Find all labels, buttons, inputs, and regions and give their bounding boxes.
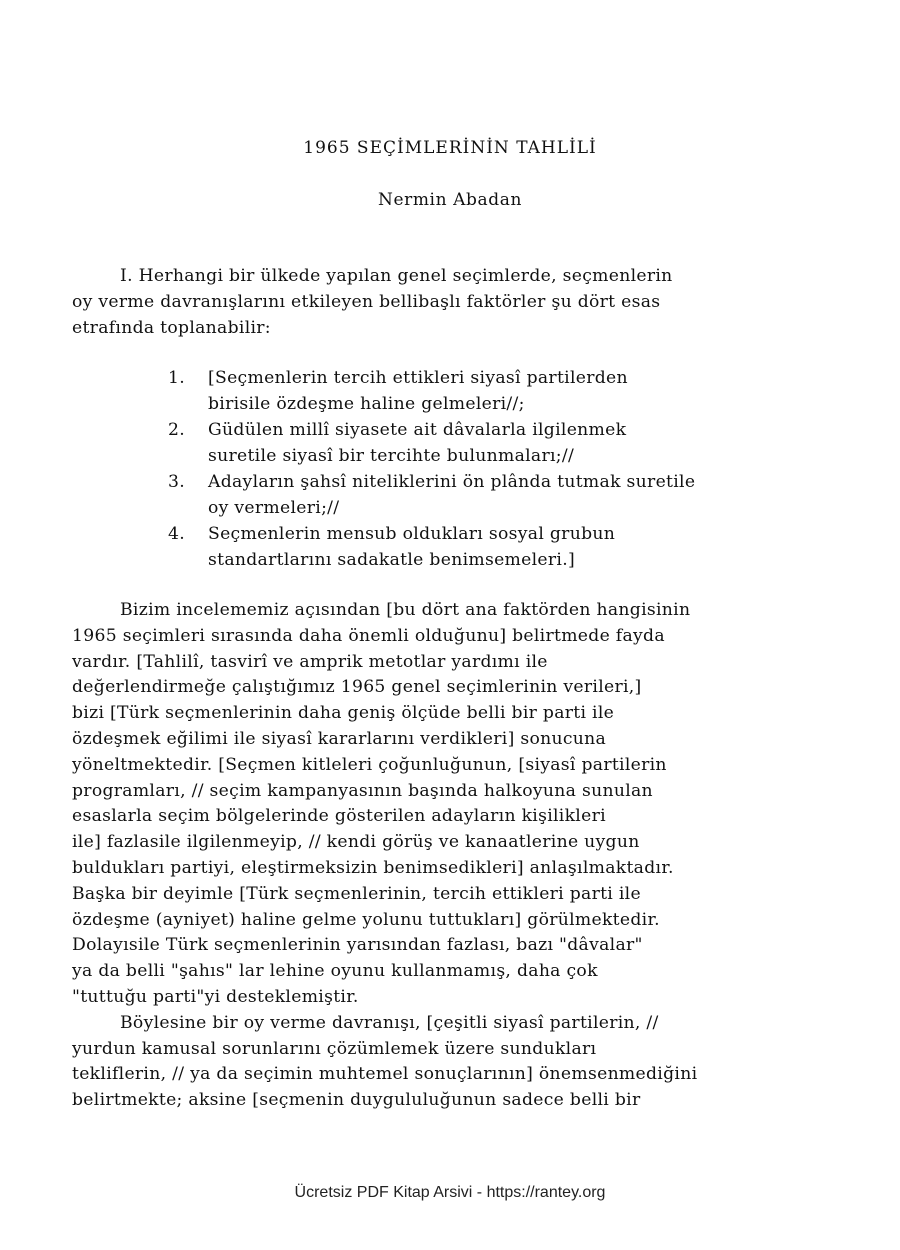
list-item — [168, 365, 808, 417]
paragraph-line: bizi [Türk seçmenlerinin daha geniş ölçüde belli bir parti ile — [72, 703, 615, 724]
list-line: Adayların şahsî niteliklerini ön plânda tutmak suretile — [208, 472, 696, 492]
intro-paragraph — [72, 263, 842, 341]
list-line: oy vermeleri;// — [208, 498, 340, 518]
paragraph-line: Böylesine bir oy verme davranışı, [çeşitli siyasî partilerin, // — [120, 1012, 659, 1033]
paragraph-line: yurdun kamusal sorunlarını çözümlemek üzere sundukları — [72, 1038, 597, 1059]
list-line: suretile siyasî bir tercihte bulunmaları;// — [208, 446, 575, 466]
paragraph-line: Başka bir deyimle [Türk seçmenlerinin, tercih ettikleri parti ile — [72, 883, 641, 904]
paragraph-line: etrafında toplanabilir: — [72, 318, 271, 338]
paragraph-line: programları, // seçim kampanyasının başında halkoyuna sunulan — [72, 780, 653, 801]
list-line: Seçmenlerin mensub oldukları sosyal grubun — [208, 524, 616, 544]
paragraph-line: Dolayısile Türk seçmenlerinin yarısından fazlası, bazı "dâvalar" — [72, 935, 643, 956]
paragraph-line: ya da belli "şahıs" lar lehine oyunu kullanmamış, daha çok — [72, 961, 598, 982]
paragraph-line: vardır. [Tahlilî, tasvirî ve amprik metotlar yardımı ile — [72, 651, 548, 672]
paragraph-line: esaslarla seçim bölgelerinde gösterilen adayların kişilikleri — [72, 806, 606, 827]
author-name: Nermin Abadan — [377, 190, 523, 210]
paragraph-line: değerlendirmeğe çalıştığımız 1965 genel seçimlerinin verileri,] — [72, 677, 642, 698]
list-number: 3. — [168, 472, 185, 492]
list-item — [168, 417, 808, 469]
paragraph-line: "tuttuğu parti"yi desteklemiştir. — [72, 986, 359, 1007]
paragraph-line: özdeşmek eğilimi ile siyasî kararlarını verdikleri] sonucuna — [72, 728, 607, 749]
list-item — [168, 521, 808, 573]
paragraph-line: buldukları partiyi, eleştirmeksizin benimsedikleri] anlaşılmaktadır. — [72, 857, 674, 878]
list-line: [Seçmenlerin tercih ettikleri siyasî partilerden — [208, 368, 628, 388]
paragraph-line: tekliflerin, // ya da seçimin muhtemel sonuçlarının] önemsenmediğini — [72, 1064, 698, 1085]
factor-list — [168, 365, 808, 573]
list-item — [168, 469, 808, 521]
list-number: 4. — [168, 524, 185, 544]
footer-watermark-text: Ücretsiz PDF Kitap Arsivi - https://rantey.org — [294, 1184, 606, 1201]
paragraph-line: oy verme davranışlarını etkileyen bellibaşlı faktörler şu dört esas — [72, 292, 661, 312]
paragraph-line: yöneltmektedir. [Seçmen kitleleri çoğunluğunun, [siyasî partilerin — [72, 754, 667, 775]
paragraph-line: 1965 seçimleri sırasında daha önemli olduğunu] belirtmede fayda — [72, 625, 665, 646]
page-title: 1965 SEÇİMLERİNİN TAHLİLİ — [303, 138, 597, 158]
list-number: 1. — [168, 368, 185, 388]
list-line: Güdülen millî siyasete ait dâvalarla ilgilenmek — [208, 420, 627, 440]
paragraph-line: özdeşme (ayniyet) haline gelme yolunu tuttukları] görülmektedir. — [72, 909, 660, 930]
analysis-paragraph — [72, 598, 842, 1114]
paragraph-line: Bizim incelememiz açısından [bu dört ana faktörden hangisinin — [120, 600, 691, 620]
paragraph-line: ile] fazlasile ilgilenmeyip, // kendi görüş ve kanaatlerine uygun — [72, 832, 640, 853]
list-line: standartlarını sadakatle benimsemeleri.] — [208, 550, 575, 570]
list-number: 2. — [168, 420, 185, 440]
list-line: birisile özdeşme haline gelmeleri//; — [208, 394, 525, 414]
paragraph-line: I. Herhangi bir ülkede yapılan genel seçimlerde, seçmenlerin — [120, 266, 673, 286]
paragraph-line: belirtmekte; aksine [seçmenin duygululuğunun sadece belli bir — [72, 1090, 641, 1111]
